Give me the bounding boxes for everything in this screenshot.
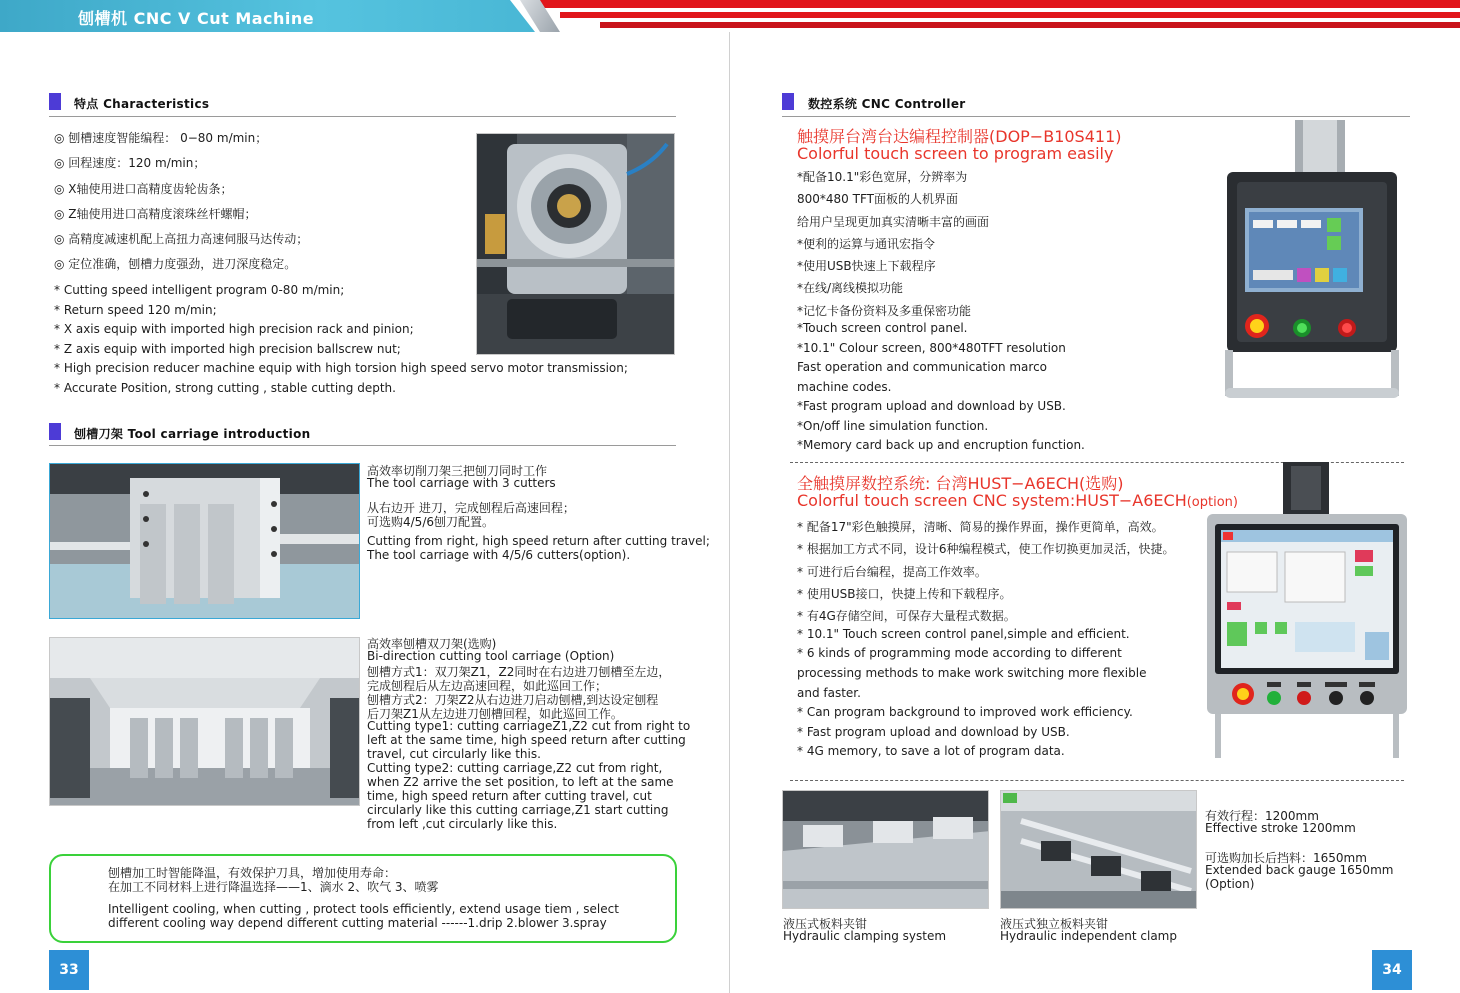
list-item: * 10.1" Touch screen control panel,simple and efficient.: [797, 626, 1130, 641]
page-number: 33: [49, 950, 89, 990]
text-line: different cooling way depend different cutting material ------1.drip 2.blower 3.spray: [108, 916, 607, 930]
list-item: * Cutting speed intelligent program 0-80 m/min;: [54, 283, 345, 297]
list-item: *在线/离线模拟功能: [797, 281, 904, 296]
hust-title-en: Colorful touch screen CNC system:HUST−A6ECH: [797, 491, 1187, 510]
list-item: * 使用USB接口，快捷上传和下载程序。: [797, 586, 1012, 601]
list-item: machine codes.: [797, 379, 892, 394]
text-line: circularly like this cutting carriage,Z1 start cutting: [367, 803, 669, 817]
delta-controller-photo: [1215, 120, 1410, 412]
header-red-stripe: [560, 12, 1460, 18]
tool-carriage-text-1: [367, 462, 710, 562]
list-item: * X axis equip with imported high precision rack and pinion;: [54, 322, 414, 337]
section-divider: [49, 445, 676, 446]
hust-title-cn: 全触摸屏数控系统: 台湾HUST−A6ECH(选购): [797, 474, 1124, 493]
list-item: ◎ 定位准确，刨槽力度强劲，进刀深度稳定。: [54, 257, 297, 272]
list-item: ◎ Z轴使用进口高精度滚珠丝杆螺帽；: [54, 206, 257, 221]
tool-carriage-text-2: [367, 635, 690, 831]
header-red-stripe: [600, 22, 1460, 28]
section-title-characteristics: 特点 Characteristics: [74, 97, 210, 111]
section-title-tool-carriage: 刨槽刀架 Tool carriage introduction: [74, 427, 311, 441]
page-title: 刨槽机 CNC V Cut Machine: [78, 9, 315, 28]
hust-controller-photo: [1205, 462, 1410, 762]
list-item: ◎ 回程速度：120 m/min；: [54, 156, 206, 171]
hydraulic-independent-clamp-photo: [1000, 790, 1197, 909]
text-line: Cutting type2: cutting carriage,Z2 cut from right,: [367, 761, 663, 775]
list-item: * 4G memory, to save a lot of program data.: [797, 744, 1065, 759]
list-item: *配备10.1"彩色宽屏，分辨率为: [797, 170, 968, 184]
list-item: 给用户呈现更加真实清晰丰富的画面: [797, 214, 990, 229]
hydraulic-clamping-illustration: [783, 791, 989, 909]
text-line: The tool carriage with 3 cutters: [367, 476, 556, 490]
delta-controller-illustration: [1215, 120, 1410, 412]
text-line: left at the same time, high speed return after cutting: [367, 733, 686, 747]
text-line: Bi-direction cutting tool carriage (Option): [367, 649, 615, 663]
caption-cn: 液压式板料夹钳: [783, 917, 868, 931]
hust-controller-illustration: [1205, 462, 1410, 762]
tool-carriage-photo: [49, 463, 360, 619]
reducer-motor-photo: [476, 133, 675, 355]
text-line: time, high speed return after cutting travel, cut: [367, 789, 652, 803]
list-item: ◎ 高精度减速机配上高扭力高速伺服马达传动；: [54, 232, 309, 247]
page-fold: [729, 32, 730, 993]
caption-en: Hydraulic independent clamp: [1000, 929, 1177, 943]
text-line: 高效率切削刀架三把刨刀同时工作: [367, 464, 548, 478]
section-marker: [782, 93, 794, 110]
spec-line: 可选购加长后挡料：1650mm: [1205, 851, 1367, 865]
section-divider: [782, 116, 1410, 117]
controller-title-en: Colorful touch screen to program easily: [797, 144, 1114, 163]
text-line: when Z2 arrive the set position, to left at the same: [367, 775, 674, 789]
hydraulic-independent-clamp-illustration: [1001, 791, 1197, 909]
characteristics-cn-list: [54, 129, 308, 281]
controller-title-cn: 触摸屏台湾台达编程控制器(DOP−B10S411): [797, 127, 1122, 146]
list-item: * 有4G存储空间，可保存大量程式数据。: [797, 609, 1016, 624]
list-item: * 6 kinds of programming mode according to different: [797, 646, 1122, 661]
bi-direction-carriage-illustration: [50, 638, 360, 806]
list-item: * Can program background to improved work efficiency.: [797, 705, 1133, 720]
caption-cn: 液压式独立板料夹钳: [1000, 917, 1109, 931]
text-line: 后刀架Z1从左边进刀刨槽回程，如此巡回工作。: [367, 707, 623, 721]
list-item: * Accurate Position, strong cutting , stable cutting depth.: [54, 380, 396, 395]
text-line: Cutting from right, high speed return after cutting travel;: [367, 534, 710, 548]
list-item: ◎ 刨槽速度智能编程： 0−80 m/min；: [54, 131, 268, 145]
clamp-caption-1: [783, 915, 946, 943]
list-item: 800*480 TFT面板的人机界面: [797, 192, 958, 207]
section-marker: [49, 93, 61, 110]
section-divider: [49, 116, 676, 117]
list-item: ◎ X轴使用进口高精度齿轮齿条；: [54, 181, 233, 196]
spec-line: Extended back gauge 1650mm: [1205, 863, 1394, 877]
list-item: Fast operation and communication marco: [797, 360, 1048, 375]
text-line: 刨槽方式1：双刀架Z1，Z2同时在右边进刀刨槽至左边，: [367, 665, 671, 679]
list-item: *使用USB快速上下载程序: [797, 259, 936, 274]
text-line: The tool carriage with 4/5/6 cutters(option).: [367, 548, 631, 562]
spec-line: Effective stroke 1200mm: [1205, 821, 1356, 835]
hust-feature-list: [797, 518, 1174, 764]
text-line: 刨槽方式2：刀架Z2从右边进刀启动刨槽,到达设定刨程: [367, 693, 659, 707]
hydraulic-clamping-photo: [782, 790, 989, 909]
text-line: from left ,cut circularly like this.: [367, 817, 558, 831]
tool-carriage-illustration: [50, 464, 360, 619]
caption-en: Hydraulic clamping system: [783, 929, 947, 943]
section-marker: [49, 423, 61, 440]
cooling-text: [108, 864, 619, 930]
text-line: travel, cut circularly like this.: [367, 747, 541, 761]
list-item: * 根据加工方式不同，设计6种编程模式，使工作切换更加灵活，快捷。: [797, 542, 1175, 557]
list-item: *便利的运算与通讯宏指令: [797, 236, 936, 251]
spec-line: 有效行程：1200mm: [1205, 809, 1319, 823]
section-title-cnc-controller: 数控系统 CNC Controller: [808, 97, 966, 111]
list-item: *10.1" Colour screen, 800*480TFT resolution: [797, 340, 1066, 355]
bi-direction-carriage-photo: [49, 637, 360, 806]
list-item: * 配备17"彩色触摸屏，清晰、简易的操作界面，操作更简单，高效。: [797, 520, 1164, 534]
list-item: *On/off line simulation function.: [797, 418, 989, 433]
text-line: Cutting type1: cutting carriageZ1,Z2 cut from right to: [367, 719, 691, 733]
list-item: * 可进行后台编程，提高工作效率。: [797, 564, 987, 579]
clamp-caption-2: [1000, 915, 1177, 943]
list-item: processing methods to make work switching more flexible: [797, 665, 1147, 680]
dashed-divider: [790, 780, 1404, 781]
text-line: 高效率刨槽双刀架(选购): [367, 637, 497, 651]
text-line: 完成刨程后从左边高速回程，如此巡回工作；: [367, 679, 608, 693]
list-item: * High precision reducer machine equip with high torsion high speed servo motor transmission;: [54, 361, 628, 376]
hust-title-option: (option): [1186, 495, 1238, 510]
text-line: 在加工不同材料上进行降温选择——1、滴水 2、吹气 3、喷雾: [108, 880, 439, 894]
list-item: *Touch screen control panel.: [797, 321, 968, 336]
list-item: *Fast program upload and download by USB.: [797, 399, 1066, 414]
header-red-stripe: [540, 0, 1460, 8]
reducer-motor-illustration: [477, 134, 675, 355]
text-line: 可选购4/5/6刨刀配置。: [367, 515, 494, 529]
controller-feature-list: [797, 168, 1085, 458]
list-item: *Memory card back up and encruption function.: [797, 438, 1085, 453]
list-item: * Fast program upload and download by USB.: [797, 724, 1070, 739]
spec-line: (Option): [1205, 877, 1255, 891]
clamp-specs: [1205, 807, 1393, 891]
text-line: 刨槽加工时智能降温，有效保护刀具，增加使用寿命：: [108, 866, 397, 880]
hust-title-en-line: [797, 491, 1238, 510]
list-item: * Z axis equip with imported high precision ballscrew nut;: [54, 341, 401, 356]
list-item: and faster.: [797, 685, 861, 700]
list-item: * Return speed 120 m/min;: [54, 302, 217, 317]
text-line: Intelligent cooling, when cutting , protect tools efficiently, extend usage tiem , select: [108, 902, 619, 916]
text-line: 从右边开 进刀，完成刨程后高速回程；: [367, 501, 575, 515]
list-item: *记忆卡备份资料及多重保密功能: [797, 303, 972, 318]
page-number: 34: [1372, 950, 1412, 990]
